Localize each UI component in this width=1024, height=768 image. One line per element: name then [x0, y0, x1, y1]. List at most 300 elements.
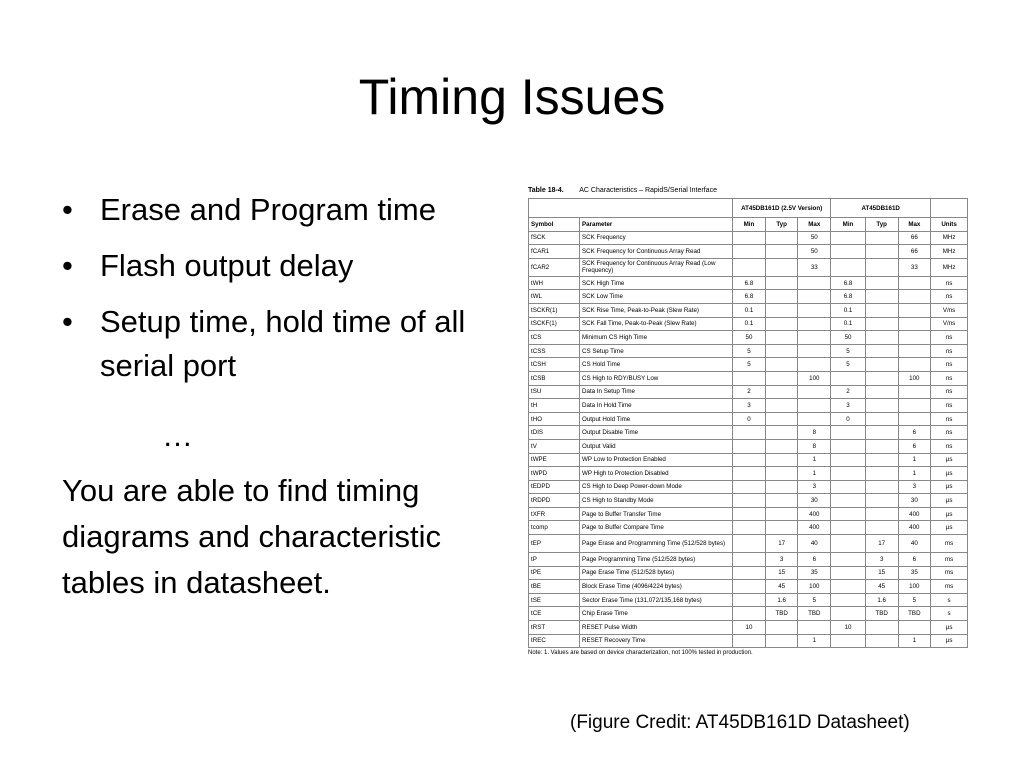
value-cell — [765, 412, 798, 426]
value-cell: 0 — [733, 412, 766, 426]
parameter-cell: Data In Hold Time — [580, 399, 733, 413]
parameter-cell: CS High to Deep Power-down Mode — [580, 480, 733, 494]
value-cell — [765, 258, 798, 276]
parameter-cell: WP High to Protection Disabled — [580, 467, 733, 481]
value-cell: 1 — [898, 467, 931, 481]
value-cell: 10 — [831, 621, 866, 635]
bullet-item — [62, 300, 512, 388]
value-cell: ms — [931, 580, 968, 594]
value-cell: 5 — [831, 358, 866, 372]
value-cell: 100 — [798, 371, 831, 385]
value-cell: ns — [931, 385, 968, 399]
value-cell: 0.1 — [831, 303, 866, 317]
value-cell — [798, 358, 831, 372]
symbol-cell: tRDPD — [529, 494, 580, 508]
value-cell — [898, 276, 931, 290]
value-cell: TBD — [765, 607, 798, 621]
table-note: Note: 1. Values are based on device characterization, not 100% tested in production. — [528, 650, 753, 657]
value-cell — [765, 467, 798, 481]
value-cell — [733, 453, 766, 467]
value-cell: 6.8 — [831, 290, 866, 304]
table-row — [529, 580, 968, 594]
value-cell: MHz — [931, 258, 968, 276]
table-row — [529, 607, 968, 621]
parameter-cell: Output Disable Time — [580, 426, 733, 440]
table-row — [529, 231, 968, 245]
symbol-cell: tWL — [529, 290, 580, 304]
table-row — [529, 521, 968, 535]
value-cell — [898, 399, 931, 413]
value-cell — [865, 521, 898, 535]
value-cell: µs — [931, 634, 968, 648]
value-cell — [831, 553, 866, 567]
value-cell: 0.1 — [733, 317, 766, 331]
value-cell: 6 — [798, 553, 831, 567]
value-cell — [831, 480, 866, 494]
value-cell: s — [931, 593, 968, 607]
value-cell — [798, 385, 831, 399]
symbol-cell: tEDPD — [529, 480, 580, 494]
value-cell: 17 — [765, 535, 798, 553]
parameter-cell: Sector Erase Time (131,072/135,168 bytes) — [580, 593, 733, 607]
value-cell — [733, 607, 766, 621]
value-cell — [865, 317, 898, 331]
value-cell — [765, 507, 798, 521]
value-cell: 3 — [733, 399, 766, 413]
value-cell — [898, 290, 931, 304]
symbol-cell: tP — [529, 553, 580, 567]
parameter-cell: SCK Low Time — [580, 290, 733, 304]
figure-credit: (Figure Credit: AT45DB161D Datasheet) — [570, 712, 910, 733]
value-cell: 400 — [898, 521, 931, 535]
value-cell — [831, 231, 866, 245]
value-cell — [831, 535, 866, 553]
symbol-cell: tCSS — [529, 344, 580, 358]
value-cell — [765, 331, 798, 345]
value-cell — [865, 399, 898, 413]
table-row — [529, 467, 968, 481]
body-paragraph: You are able to find timing diagrams and characteristic tables in datasheet. — [62, 473, 442, 600]
value-cell: 17 — [865, 535, 898, 553]
parameter-cell: CS High to Standby Mode — [580, 494, 733, 508]
value-cell — [831, 507, 866, 521]
value-cell: µs — [931, 621, 968, 635]
value-cell — [865, 439, 898, 453]
parameter-cell: Page to Buffer Transfer Time — [580, 507, 733, 521]
value-cell — [798, 290, 831, 304]
value-cell — [765, 371, 798, 385]
symbol-cell: tSCKF(1) — [529, 317, 580, 331]
value-cell: 6.8 — [733, 290, 766, 304]
value-cell — [865, 258, 898, 276]
value-cell — [798, 344, 831, 358]
value-cell — [798, 276, 831, 290]
value-cell: ns — [931, 399, 968, 413]
symbol-cell: tREC — [529, 634, 580, 648]
parameter-cell: CS High to RDY/BUSY Low — [580, 371, 733, 385]
value-cell: 400 — [898, 507, 931, 521]
value-cell — [765, 303, 798, 317]
table-header-row — [529, 218, 968, 232]
value-cell: 10 — [733, 621, 766, 635]
parameter-cell: RESET Recovery Time — [580, 634, 733, 648]
value-cell: 6 — [898, 426, 931, 440]
value-cell — [898, 331, 931, 345]
table-row — [529, 439, 968, 453]
value-cell — [865, 245, 898, 259]
parameter-cell: Block Erase Time (4096/4224 bytes) — [580, 580, 733, 594]
value-cell — [733, 439, 766, 453]
value-cell: s — [931, 607, 968, 621]
value-cell — [831, 566, 866, 580]
table-row — [529, 553, 968, 567]
parameter-cell: SCK Frequency for Continuous Array Read (Low Frequency) — [580, 258, 733, 276]
value-cell: 3 — [865, 553, 898, 567]
parameter-cell: CS Hold Time — [580, 358, 733, 372]
parameter-cell: Minimum CS High Time — [580, 331, 733, 345]
value-cell: 2 — [733, 385, 766, 399]
value-cell — [898, 621, 931, 635]
parameter-cell: WP Low to Protection Enabled — [580, 453, 733, 467]
value-cell: 6 — [898, 553, 931, 567]
table-row — [529, 358, 968, 372]
ellipsis: … — [162, 418, 193, 453]
parameter-cell: Page Erase and Programming Time (512/528 bytes) — [580, 535, 733, 553]
value-cell — [865, 371, 898, 385]
value-cell: 50 — [798, 245, 831, 259]
table-row — [529, 634, 968, 648]
symbol-cell: tSCKR(1) — [529, 303, 580, 317]
value-cell — [733, 566, 766, 580]
table-row — [529, 344, 968, 358]
value-cell — [865, 290, 898, 304]
symbol-cell: tRST — [529, 621, 580, 635]
value-cell — [831, 439, 866, 453]
value-cell — [733, 494, 766, 508]
value-cell: TBD — [865, 607, 898, 621]
value-cell — [831, 245, 866, 259]
table-row — [529, 303, 968, 317]
parameter-cell: Page Erase Time (512/528 bytes) — [580, 566, 733, 580]
value-cell: ns — [931, 371, 968, 385]
table-row — [529, 245, 968, 259]
parameter-cell: SCK Frequency — [580, 231, 733, 245]
value-cell — [765, 276, 798, 290]
value-cell — [898, 412, 931, 426]
value-cell: ms — [931, 535, 968, 553]
value-cell: ns — [931, 439, 968, 453]
bullet-item — [62, 188, 512, 232]
value-cell — [733, 553, 766, 567]
bullet-item — [62, 244, 512, 288]
value-cell: 400 — [798, 507, 831, 521]
value-cell: 3 — [831, 399, 866, 413]
value-cell: 40 — [898, 535, 931, 553]
value-cell — [765, 231, 798, 245]
value-cell: MHz — [931, 231, 968, 245]
value-cell — [733, 593, 766, 607]
value-cell — [865, 453, 898, 467]
value-cell: 1 — [798, 634, 831, 648]
value-cell: 30 — [798, 494, 831, 508]
table-row — [529, 317, 968, 331]
value-cell — [733, 371, 766, 385]
value-cell — [765, 634, 798, 648]
value-cell: 33 — [898, 258, 931, 276]
symbol-cell: tWH — [529, 276, 580, 290]
slide-title: Timing Issues — [358, 69, 666, 125]
parameter-cell: Page to Buffer Compare Time — [580, 521, 733, 535]
value-cell — [865, 634, 898, 648]
value-cell — [831, 371, 866, 385]
value-cell: ns — [931, 344, 968, 358]
value-cell — [733, 480, 766, 494]
symbol-cell: tBE — [529, 580, 580, 594]
value-cell: TBD — [798, 607, 831, 621]
value-cell — [733, 258, 766, 276]
group-header-2v5: AT45DB161D (2.5V Version) — [733, 199, 831, 218]
symbol-cell: tCSB — [529, 371, 580, 385]
bullet-icon: • — [62, 192, 73, 227]
value-cell: 40 — [798, 535, 831, 553]
value-cell — [765, 399, 798, 413]
symbol-cell: tHO — [529, 412, 580, 426]
value-cell — [831, 467, 866, 481]
column-header: Typ — [865, 218, 898, 232]
value-cell — [765, 621, 798, 635]
value-cell — [733, 535, 766, 553]
table-row — [529, 535, 968, 553]
value-cell — [831, 607, 866, 621]
value-cell — [733, 521, 766, 535]
value-cell — [798, 331, 831, 345]
value-cell — [865, 412, 898, 426]
parameter-cell: Output Hold Time — [580, 412, 733, 426]
symbol-cell: tPE — [529, 566, 580, 580]
bullet-list — [62, 188, 512, 400]
parameter-cell: Page Programming Time (512/528 bytes) — [580, 553, 733, 567]
value-cell — [898, 344, 931, 358]
symbol-cell: tCE — [529, 607, 580, 621]
value-cell: 5 — [798, 593, 831, 607]
value-cell: 3 — [798, 480, 831, 494]
value-cell: 100 — [898, 371, 931, 385]
value-cell — [765, 439, 798, 453]
table-row — [529, 371, 968, 385]
value-cell: 45 — [765, 580, 798, 594]
parameter-cell: SCK Fall Time, Peak-to-Peak (Slew Rate) — [580, 317, 733, 331]
value-cell — [733, 580, 766, 594]
symbol-cell: tDIS — [529, 426, 580, 440]
value-cell — [898, 303, 931, 317]
value-cell — [733, 231, 766, 245]
symbol-cell: tH — [529, 399, 580, 413]
symbol-cell: tcomp — [529, 521, 580, 535]
value-cell — [831, 453, 866, 467]
value-cell: 35 — [798, 566, 831, 580]
value-cell: 1 — [798, 453, 831, 467]
parameter-cell: Output Valid — [580, 439, 733, 453]
value-cell — [733, 467, 766, 481]
value-cell: 0 — [831, 412, 866, 426]
value-cell — [831, 426, 866, 440]
symbol-cell: tV — [529, 439, 580, 453]
table-row — [529, 453, 968, 467]
value-cell: 66 — [898, 231, 931, 245]
value-cell: ms — [931, 566, 968, 580]
value-cell — [798, 317, 831, 331]
column-header: Min — [831, 218, 866, 232]
value-cell: ns — [931, 276, 968, 290]
value-cell: 5 — [733, 358, 766, 372]
value-cell: 1 — [898, 453, 931, 467]
table-caption — [528, 186, 968, 196]
value-cell — [765, 426, 798, 440]
value-cell: 1.6 — [865, 593, 898, 607]
symbol-cell: fSCK — [529, 231, 580, 245]
value-cell: 100 — [798, 580, 831, 594]
table-row — [529, 290, 968, 304]
table-row — [529, 385, 968, 399]
value-cell: 400 — [798, 521, 831, 535]
table-row — [529, 593, 968, 607]
value-cell: 1.6 — [765, 593, 798, 607]
value-cell: µs — [931, 521, 968, 535]
value-cell: 30 — [898, 494, 931, 508]
value-cell — [898, 385, 931, 399]
value-cell — [898, 358, 931, 372]
value-cell — [765, 317, 798, 331]
table-row — [529, 480, 968, 494]
value-cell: 5 — [898, 593, 931, 607]
value-cell: 100 — [898, 580, 931, 594]
value-cell — [765, 480, 798, 494]
value-cell — [865, 480, 898, 494]
value-cell: ns — [931, 426, 968, 440]
value-cell: 6 — [898, 439, 931, 453]
value-cell — [865, 507, 898, 521]
parameter-cell: SCK Rise Time, Peak-to-Peak (Slew Rate) — [580, 303, 733, 317]
bullet-text: Setup time, hold time of all serial port — [100, 304, 466, 383]
value-cell: 5 — [733, 344, 766, 358]
value-cell: 6.8 — [831, 276, 866, 290]
value-cell — [765, 385, 798, 399]
table-row — [529, 412, 968, 426]
value-cell — [865, 621, 898, 635]
value-cell: µs — [931, 453, 968, 467]
column-header: Min — [733, 218, 766, 232]
table-row — [529, 276, 968, 290]
value-cell — [831, 494, 866, 508]
parameter-cell: Data In Setup Time — [580, 385, 733, 399]
parameter-cell: Chip Erase Time — [580, 607, 733, 621]
value-cell: µs — [931, 467, 968, 481]
table-row — [529, 621, 968, 635]
value-cell: 45 — [865, 580, 898, 594]
value-cell — [831, 580, 866, 594]
value-cell — [765, 494, 798, 508]
parameter-cell: SCK High Time — [580, 276, 733, 290]
value-cell — [831, 521, 866, 535]
value-cell: ms — [931, 553, 968, 567]
value-cell: 35 — [898, 566, 931, 580]
value-cell: ns — [931, 290, 968, 304]
symbol-cell: tSU — [529, 385, 580, 399]
symbol-cell: tWPE — [529, 453, 580, 467]
value-cell — [831, 593, 866, 607]
value-cell: 8 — [798, 426, 831, 440]
value-cell — [765, 344, 798, 358]
value-cell: µs — [931, 494, 968, 508]
group-header-std: AT45DB161D — [831, 199, 931, 218]
value-cell: MHz — [931, 245, 968, 259]
bullet-icon: • — [62, 304, 73, 339]
symbol-cell: fCAR1 — [529, 245, 580, 259]
value-cell — [765, 245, 798, 259]
symbol-cell: fCAR2 — [529, 258, 580, 276]
value-cell — [831, 258, 866, 276]
table-group-header — [529, 199, 968, 218]
table-row — [529, 331, 968, 345]
table-row — [529, 507, 968, 521]
value-cell: ns — [931, 412, 968, 426]
value-cell — [865, 467, 898, 481]
table-row — [529, 566, 968, 580]
value-cell: 15 — [865, 566, 898, 580]
value-cell — [733, 245, 766, 259]
value-cell — [865, 303, 898, 317]
value-cell — [865, 331, 898, 345]
value-cell: 50 — [798, 231, 831, 245]
bullet-icon: • — [62, 248, 73, 283]
value-cell — [798, 399, 831, 413]
value-cell — [733, 426, 766, 440]
value-cell: 0.1 — [733, 303, 766, 317]
value-cell: 66 — [898, 245, 931, 259]
value-cell: 3 — [898, 480, 931, 494]
value-cell: V/ns — [931, 303, 968, 317]
value-cell: 50 — [831, 331, 866, 345]
value-cell: 1 — [798, 467, 831, 481]
value-cell — [865, 344, 898, 358]
value-cell: ns — [931, 331, 968, 345]
value-cell: 5 — [831, 344, 866, 358]
bullet-text: Erase and Program time — [100, 192, 436, 227]
bullet-text: Flash output delay — [100, 248, 354, 283]
symbol-cell: tSE — [529, 593, 580, 607]
column-header: Units — [931, 218, 968, 232]
column-header: Typ — [765, 218, 798, 232]
ac-characteristics-table — [528, 198, 968, 648]
value-cell: µs — [931, 480, 968, 494]
table-row — [529, 426, 968, 440]
value-cell — [733, 634, 766, 648]
value-cell — [733, 507, 766, 521]
column-header: Max — [898, 218, 931, 232]
value-cell — [865, 385, 898, 399]
table-row — [529, 258, 968, 276]
table-row — [529, 494, 968, 508]
value-cell — [865, 276, 898, 290]
value-cell: 6.8 — [733, 276, 766, 290]
table-row — [529, 399, 968, 413]
value-cell: 2 — [831, 385, 866, 399]
parameter-cell: CS Setup Time — [580, 344, 733, 358]
symbol-cell: tCS — [529, 331, 580, 345]
value-cell: 50 — [733, 331, 766, 345]
symbol-cell: tXFR — [529, 507, 580, 521]
symbol-cell: tCSH — [529, 358, 580, 372]
